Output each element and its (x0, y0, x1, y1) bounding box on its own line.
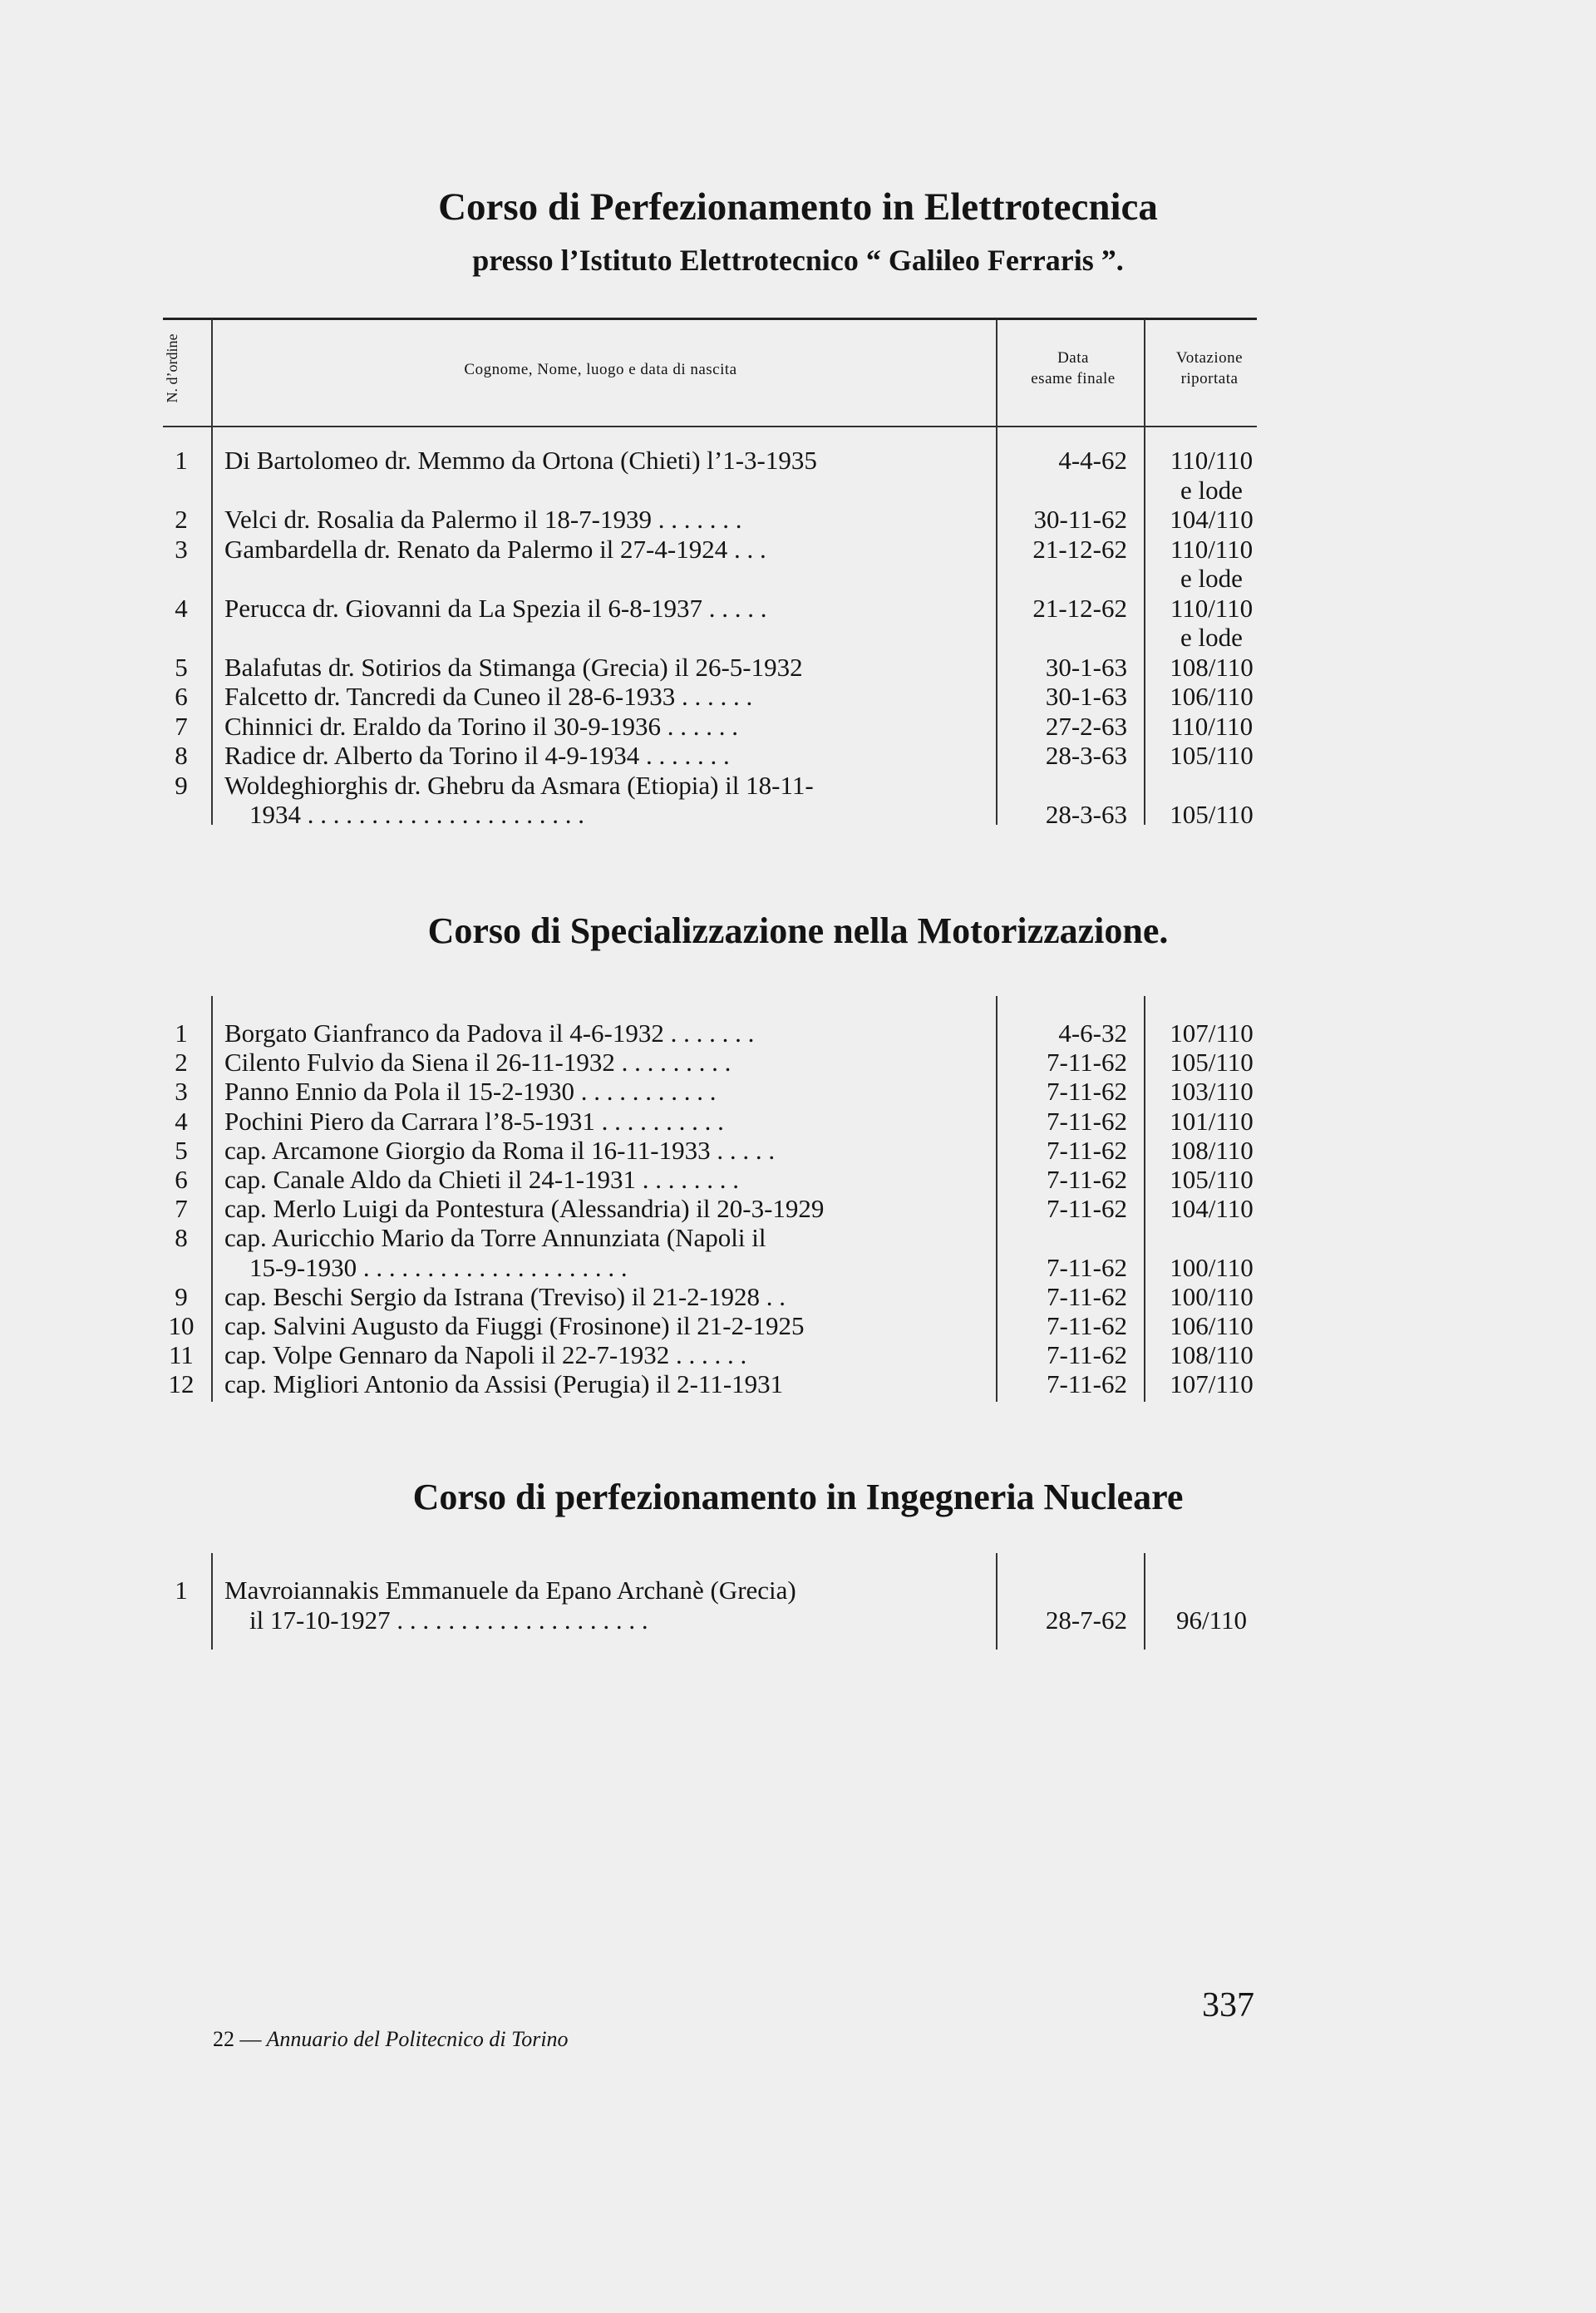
row-grade: 110/110 (1170, 534, 1254, 564)
row-exam-date: 7-11-62 (1047, 1252, 1127, 1282)
table-row (0, 652, 1596, 683)
row-grade: 107/110 (1170, 1369, 1254, 1399)
row-number: 9 (175, 1281, 188, 1311)
row-number: 7 (175, 711, 188, 741)
row-number: 11 (169, 1340, 194, 1370)
row-exam-date: 30-1-63 (1045, 682, 1127, 711)
row-grade: 100/110 (1170, 1281, 1254, 1311)
row-name: Radice dr. Alberto da Torino il 4-9-1934 . . . . . . . (224, 741, 730, 770)
table-row (0, 1135, 1596, 1166)
row-number: 4 (175, 593, 188, 623)
row-exam-date: 7-11-62 (1047, 1106, 1127, 1136)
row-grade: 104/110 (1170, 1194, 1254, 1224)
table-header-bottom-rule (163, 426, 1257, 427)
row-grade: 107/110 (1170, 1018, 1254, 1048)
row-name: Perucca dr. Giovanni da La Spezia il 6-8-1937 . . . . . (224, 593, 767, 623)
row-number: 9 (175, 770, 188, 800)
signature-number: 22 (213, 2027, 234, 2051)
row-exam-date: 7-11-62 (1047, 1311, 1127, 1340)
row-grade: 106/110 (1170, 1311, 1254, 1340)
row-grade: e lode (1180, 475, 1243, 505)
header-grade-label-1: Votazione (1175, 349, 1244, 367)
table-row (0, 770, 1596, 801)
table-row (0, 711, 1596, 742)
row-number: 5 (175, 652, 188, 682)
section1-subtitle: presso l’Istituto Elettrotecnico “ Galileo Ferraris ”. (472, 244, 1124, 277)
table-row (0, 1310, 1596, 1342)
table-row (0, 1369, 1596, 1400)
row-grade: 105/110 (1170, 741, 1254, 770)
row-name: Velci dr. Rosalia da Palermo il 18-7-1939 . . . . . . . (224, 505, 742, 534)
row-grade: 106/110 (1170, 682, 1254, 711)
row-number: 7 (175, 1194, 188, 1224)
table-row (0, 1193, 1596, 1225)
row-number: 4 (175, 1106, 188, 1136)
row-exam-date: 28-3-63 (1045, 800, 1127, 829)
row-grade: 103/110 (1170, 1077, 1254, 1107)
row-grade: 105/110 (1170, 1165, 1254, 1194)
table-row (0, 1339, 1596, 1371)
row-name: cap. Migliori Antonio da Assisi (Perugia) il 2-11-1931 (224, 1369, 784, 1399)
row-name: cap. Arcamone Giorgio da Roma il 16-11-1933 . . . . . (224, 1135, 776, 1165)
row-number: 3 (175, 534, 188, 564)
section3-title: Corso di perfezionamento in Ingegneria Nucleare (412, 1477, 1184, 1517)
row-exam-date: 7-11-62 (1047, 1369, 1127, 1399)
table-row (0, 1281, 1596, 1313)
row-number: 8 (175, 741, 188, 770)
row-exam-date: 7-11-62 (1047, 1165, 1127, 1194)
row-name: cap. Auricchio Mario da Torre Annunziata (Napoli il (224, 1223, 766, 1253)
table-row (0, 1605, 1596, 1636)
row-name: il 17-10-1927 . . . . . . . . . . . . . . . . . . . . (249, 1605, 648, 1635)
row-name: Balafutas dr. Sotirios da Stimanga (Grecia) il 26-5-1932 (224, 652, 803, 682)
row-grade: 108/110 (1170, 1135, 1254, 1165)
header-num-label: N. d’ordine (164, 333, 180, 403)
table-row (0, 799, 1596, 831)
row-exam-date: 7-11-62 (1047, 1077, 1127, 1107)
row-name: Borgato Gianfranco da Padova il 4-6-1932 . . . . . . . (224, 1018, 755, 1048)
row-number: 1 (175, 1576, 188, 1605)
row-grade: 108/110 (1170, 1340, 1254, 1370)
row-grade: 96/110 (1176, 1605, 1247, 1635)
row-number: 10 (168, 1311, 195, 1340)
row-name: cap. Merlo Luigi da Pontestura (Alessandria) il 20-3-1929 (224, 1194, 825, 1224)
row-name: cap. Canale Aldo da Chieti il 24-1-1931 . . . . . . . . (224, 1165, 740, 1194)
header-grade-label-2: riportata (1180, 370, 1239, 387)
row-number: 2 (175, 1048, 188, 1078)
row-number: 12 (168, 1369, 195, 1399)
table-row (0, 593, 1596, 624)
row-exam-date: 28-3-63 (1045, 741, 1127, 770)
row-name: Woldeghiorghis dr. Ghebru da Asmara (Etiopia) il 18-11- (224, 770, 814, 800)
table-row (0, 622, 1596, 653)
row-number: 6 (175, 682, 188, 711)
table-row (0, 681, 1596, 713)
table-row (0, 1164, 1596, 1196)
row-number: 6 (175, 1165, 188, 1194)
row-grade: e lode (1180, 564, 1243, 593)
row-grade: e lode (1180, 623, 1243, 652)
row-grade: 110/110 (1170, 593, 1254, 623)
page-number: 337 (1202, 1986, 1254, 2024)
section2-title: Corso di Specializzazione nella Motorizzazione. (427, 910, 1169, 951)
row-name: cap. Beschi Sergio da Istrana (Treviso) il 21-2-1928 . . (224, 1281, 786, 1311)
row-number: 5 (175, 1135, 188, 1165)
row-name: Mavroiannakis Emmanuele da Epano Archanè (Grecia) (224, 1576, 796, 1605)
row-grade: 108/110 (1170, 652, 1254, 682)
table-row (0, 504, 1596, 535)
table-row (0, 1018, 1596, 1049)
row-grade: 104/110 (1170, 505, 1254, 534)
row-exam-date: 7-11-62 (1047, 1048, 1127, 1078)
publication-title: Annuario del Politecnico di Torino (266, 2027, 569, 2051)
row-grade: 105/110 (1170, 1048, 1254, 1078)
row-grade: 105/110 (1170, 800, 1254, 829)
row-exam-date: 4-4-62 (1058, 446, 1127, 475)
row-number: 1 (175, 446, 188, 475)
row-name: 1934 . . . . . . . . . . . . . . . . . . . . . . (249, 800, 584, 829)
table-row (0, 475, 1596, 506)
table-row (0, 1076, 1596, 1107)
table-row (0, 534, 1596, 565)
table-row (0, 1575, 1596, 1606)
row-grade: 110/110 (1170, 711, 1254, 741)
running-footer (213, 2027, 569, 2052)
row-exam-date: 7-11-62 (1047, 1281, 1127, 1311)
row-name: Panno Ennio da Pola il 15-2-1930 . . . . . . . . . . . (224, 1077, 717, 1107)
row-name: 15-9-1930 . . . . . . . . . . . . . . . . . . . . . (249, 1252, 628, 1282)
row-exam-date: 30-1-63 (1045, 652, 1127, 682)
header-date-label-1: Data (1057, 349, 1089, 367)
row-number: 1 (175, 1018, 188, 1048)
row-exam-date: 7-11-62 (1047, 1340, 1127, 1370)
header-name-label: Cognome, Nome, luogo e data di nascita (464, 361, 737, 378)
row-number: 3 (175, 1077, 188, 1107)
section1-title: Corso di Perfezionamento in Elettrotecnica (438, 185, 1158, 229)
footer-dash: — (239, 2027, 262, 2051)
row-name: Di Bartolomeo dr. Memmo da Ortona (Chieti) l’1-3-1935 (224, 446, 817, 475)
table-row (0, 1222, 1596, 1254)
table-row (0, 1106, 1596, 1137)
row-number: 8 (175, 1223, 188, 1253)
row-name: Pochini Piero da Carrara l’8-5-1931 . . . . . . . . . . (224, 1106, 724, 1136)
table-header-top-rule (163, 318, 1257, 320)
row-grade: 110/110 (1170, 446, 1254, 475)
row-grade: 101/110 (1170, 1106, 1254, 1136)
row-name: Cilento Fulvio da Siena il 26-11-1932 . . . . . . . . . (224, 1048, 732, 1078)
row-exam-date: 7-11-62 (1047, 1135, 1127, 1165)
row-exam-date: 30-11-62 (1033, 505, 1127, 534)
row-name: cap. Salvini Augusto da Fiuggi (Frosinone) il 21-2-1925 (224, 1311, 805, 1340)
table-row (0, 1047, 1596, 1078)
row-exam-date: 27-2-63 (1045, 711, 1127, 741)
table-row (0, 445, 1596, 476)
table-row (0, 1252, 1596, 1284)
row-exam-date: 21-12-62 (1032, 534, 1127, 564)
table-row (0, 740, 1596, 772)
row-name: Falcetto dr. Tancredi da Cuneo il 28-6-1933 . . . . . . (224, 682, 753, 711)
row-name: Chinnici dr. Eraldo da Torino il 30-9-1936 . . . . . . (224, 711, 739, 741)
header-date-label-2: esame finale (1031, 370, 1116, 387)
row-exam-date: 21-12-62 (1032, 593, 1127, 623)
table-row (0, 563, 1596, 594)
row-exam-date: 4-6-32 (1058, 1018, 1127, 1048)
row-name: cap. Volpe Gennaro da Napoli il 22-7-1932 . . . . . . (224, 1340, 747, 1370)
row-grade: 100/110 (1170, 1252, 1254, 1282)
row-name: Gambardella dr. Renato da Palermo il 27-4-1924 . . . (224, 534, 766, 564)
row-exam-date: 7-11-62 (1047, 1194, 1127, 1224)
row-exam-date: 28-7-62 (1045, 1605, 1127, 1635)
row-number: 2 (175, 505, 188, 534)
